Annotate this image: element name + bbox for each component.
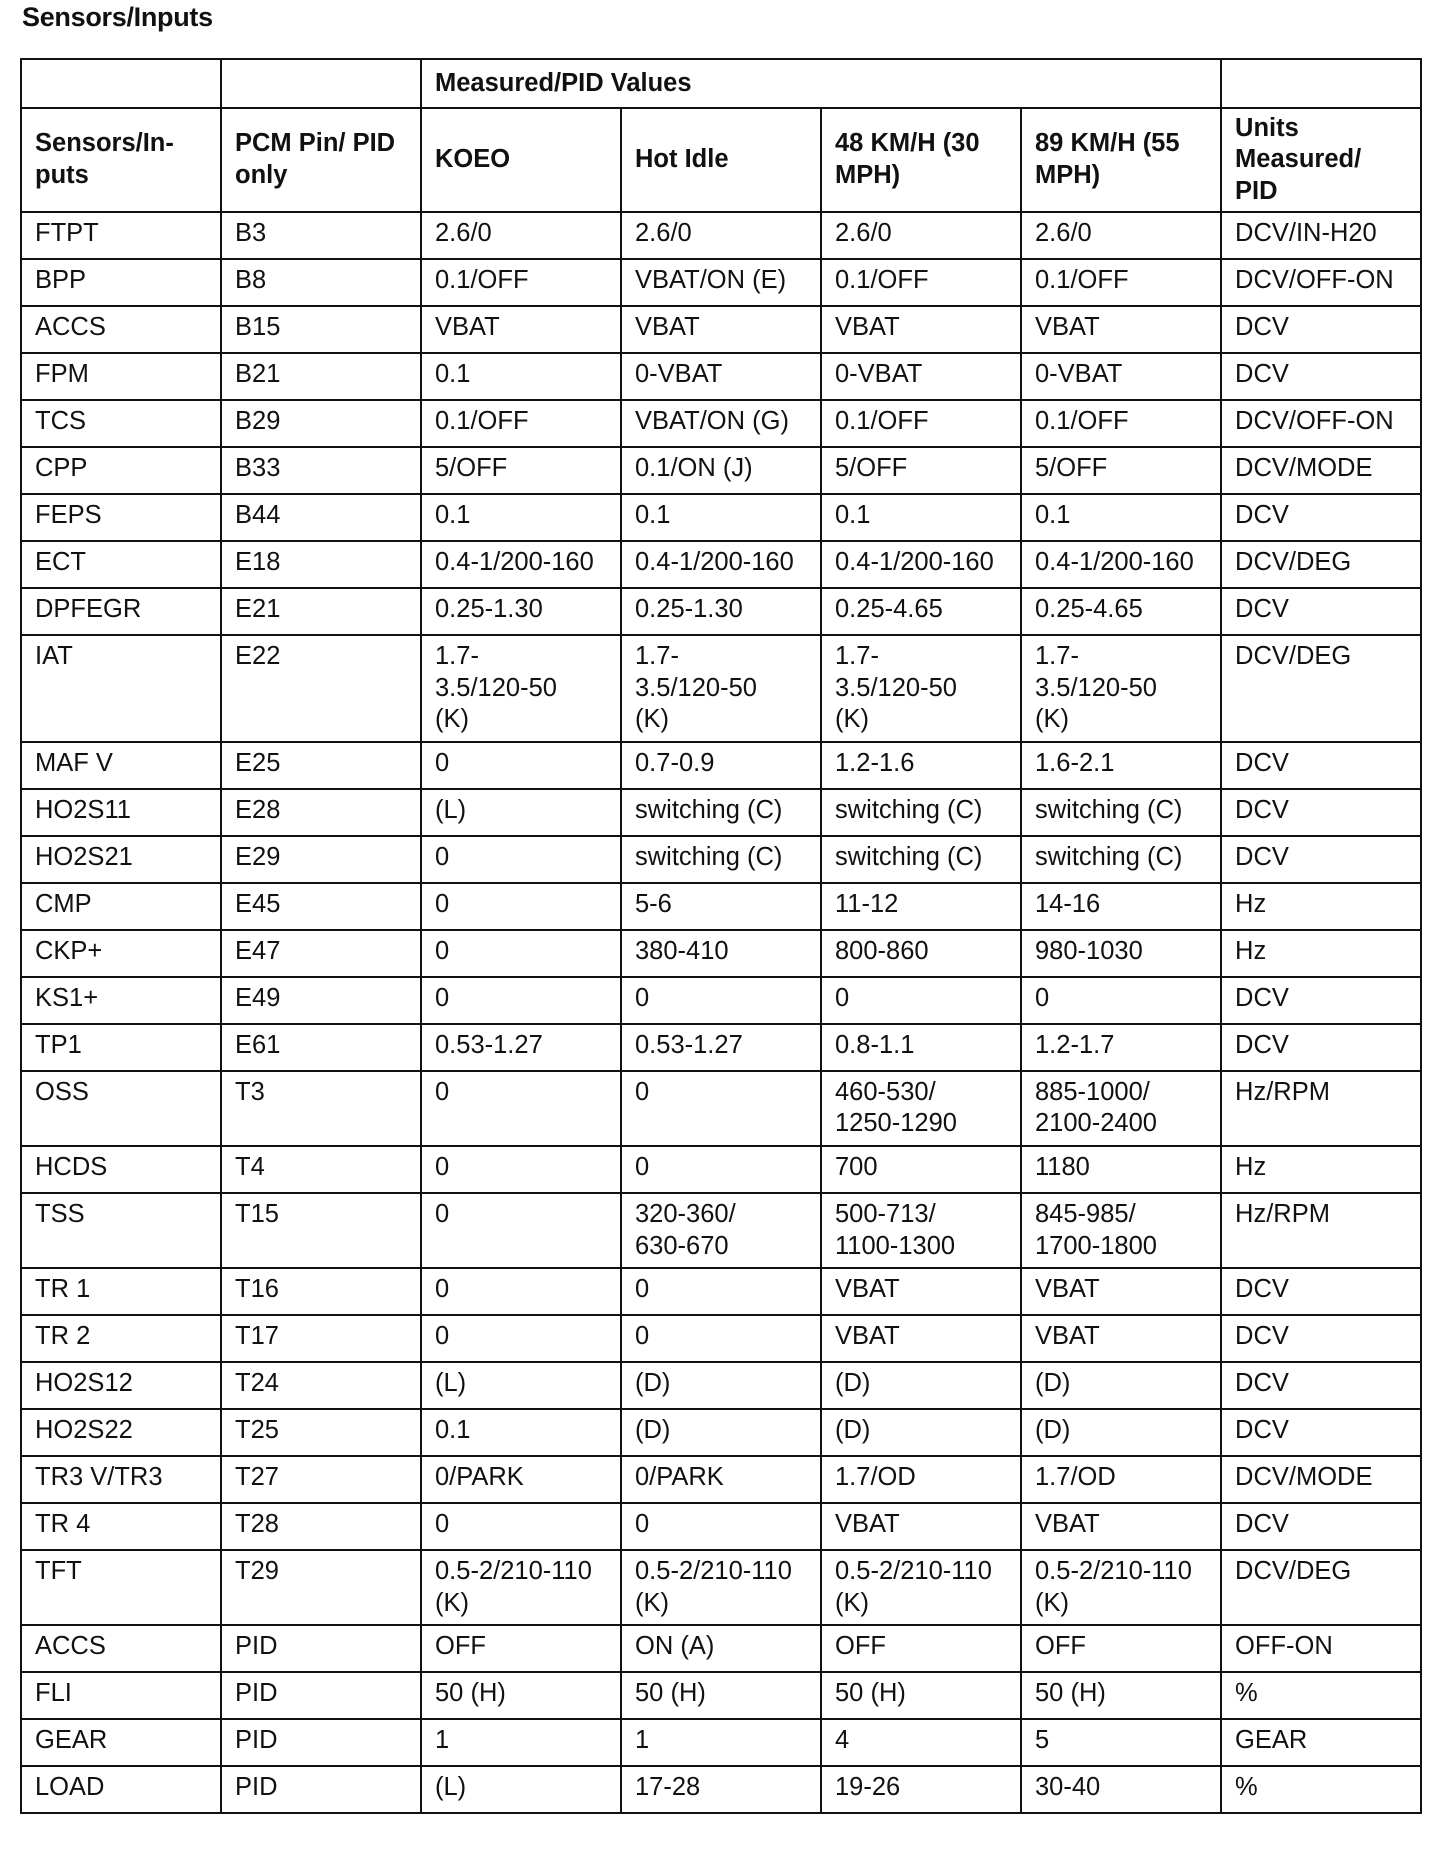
cell-hot-idle: (D) bbox=[621, 1409, 821, 1456]
table-row bbox=[21, 212, 1421, 259]
cell-koeo: 0 bbox=[421, 977, 621, 1024]
cell-hot-idle: 1 bbox=[621, 1719, 821, 1766]
cell-sensor: ACCS bbox=[21, 1625, 221, 1672]
cell-hot-idle: 1.7- 3.5/120-50 (K) bbox=[621, 635, 821, 742]
table-row bbox=[21, 836, 1421, 883]
cell-hot-idle: ON (A) bbox=[621, 1625, 821, 1672]
cell-speed-48kmh: 800-860 bbox=[821, 930, 1021, 977]
cell-sensor: TR3 V/TR3 bbox=[21, 1456, 221, 1503]
cell-speed-89kmh: 5 bbox=[1021, 1719, 1221, 1766]
table-row bbox=[21, 1268, 1421, 1315]
cell-hot-idle: 17-28 bbox=[621, 1766, 821, 1813]
cell-speed-89kmh: switching (C) bbox=[1021, 836, 1221, 883]
table-row bbox=[21, 977, 1421, 1024]
table-row bbox=[21, 353, 1421, 400]
cell-sensor: HO2S12 bbox=[21, 1362, 221, 1409]
cell-hot-idle: 0.25-1.30 bbox=[621, 588, 821, 635]
cell-speed-48kmh: 5/OFF bbox=[821, 447, 1021, 494]
cell-speed-89kmh: 5/OFF bbox=[1021, 447, 1221, 494]
cell-pcm-pin: E21 bbox=[221, 588, 421, 635]
cell-speed-48kmh: VBAT bbox=[821, 1268, 1021, 1315]
cell-sensor: FEPS bbox=[21, 494, 221, 541]
column-header-pcm-pin: PCM Pin/ PID only bbox=[221, 108, 421, 212]
cell-speed-48kmh: 0.8-1.1 bbox=[821, 1024, 1021, 1071]
cell-hot-idle: 50 (H) bbox=[621, 1672, 821, 1719]
cell-speed-48kmh: 1.2-1.6 bbox=[821, 742, 1021, 789]
cell-pcm-pin: B29 bbox=[221, 400, 421, 447]
table-row bbox=[21, 742, 1421, 789]
column-header-units: Units Measured/ PID bbox=[1221, 108, 1421, 212]
cell-hot-idle: 0-VBAT bbox=[621, 353, 821, 400]
cell-koeo: 0 bbox=[421, 742, 621, 789]
cell-speed-48kmh: 50 (H) bbox=[821, 1672, 1021, 1719]
cell-speed-89kmh: 0.5-2/210-110 (K) bbox=[1021, 1550, 1221, 1625]
cell-pcm-pin: T17 bbox=[221, 1315, 421, 1362]
cell-pcm-pin: T15 bbox=[221, 1193, 421, 1268]
cell-pcm-pin: T29 bbox=[221, 1550, 421, 1625]
cell-units: OFF-ON bbox=[1221, 1625, 1421, 1672]
cell-units: DCV bbox=[1221, 1409, 1421, 1456]
cell-koeo: OFF bbox=[421, 1625, 621, 1672]
cell-units: % bbox=[1221, 1766, 1421, 1813]
empty-header-cell bbox=[21, 59, 221, 108]
cell-speed-48kmh: 0.1 bbox=[821, 494, 1021, 541]
cell-sensor: TP1 bbox=[21, 1024, 221, 1071]
cell-pcm-pin: E22 bbox=[221, 635, 421, 742]
cell-hot-idle: 320-360/ 630-670 bbox=[621, 1193, 821, 1268]
cell-speed-89kmh: (D) bbox=[1021, 1409, 1221, 1456]
cell-speed-48kmh: 19-26 bbox=[821, 1766, 1021, 1813]
table-row bbox=[21, 541, 1421, 588]
cell-pcm-pin: E47 bbox=[221, 930, 421, 977]
empty-header-cell bbox=[1221, 59, 1421, 108]
cell-hot-idle: 0 bbox=[621, 1268, 821, 1315]
cell-koeo: 5/OFF bbox=[421, 447, 621, 494]
cell-koeo: 0 bbox=[421, 1146, 621, 1193]
cell-sensor: CKP+ bbox=[21, 930, 221, 977]
cell-hot-idle: 0/PARK bbox=[621, 1456, 821, 1503]
cell-koeo: 0.1 bbox=[421, 494, 621, 541]
cell-hot-idle: 380-410 bbox=[621, 930, 821, 977]
cell-pcm-pin: T25 bbox=[221, 1409, 421, 1456]
cell-koeo: 0/PARK bbox=[421, 1456, 621, 1503]
cell-units: DCV/DEG bbox=[1221, 1550, 1421, 1625]
table-row bbox=[21, 306, 1421, 353]
cell-sensor: ECT bbox=[21, 541, 221, 588]
cell-speed-48kmh: (D) bbox=[821, 1362, 1021, 1409]
table-row bbox=[21, 1409, 1421, 1456]
table-row bbox=[21, 400, 1421, 447]
table-row bbox=[21, 1146, 1421, 1193]
cell-sensor: TR 4 bbox=[21, 1503, 221, 1550]
cell-pcm-pin: E18 bbox=[221, 541, 421, 588]
cell-speed-89kmh: 50 (H) bbox=[1021, 1672, 1221, 1719]
cell-units: DCV/MODE bbox=[1221, 447, 1421, 494]
cell-units: DCV/IN-H20 bbox=[1221, 212, 1421, 259]
cell-hot-idle: 0.53-1.27 bbox=[621, 1024, 821, 1071]
cell-koeo: (L) bbox=[421, 1766, 621, 1813]
cell-speed-48kmh: 500-713/ 1100-1300 bbox=[821, 1193, 1021, 1268]
cell-hot-idle: 0 bbox=[621, 1503, 821, 1550]
cell-koeo: 0.1 bbox=[421, 353, 621, 400]
column-header-sensor: Sensors/In- puts bbox=[21, 108, 221, 212]
cell-pcm-pin: E61 bbox=[221, 1024, 421, 1071]
cell-sensor: ACCS bbox=[21, 306, 221, 353]
cell-speed-48kmh: 0-VBAT bbox=[821, 353, 1021, 400]
cell-pcm-pin: PID bbox=[221, 1766, 421, 1813]
table-row bbox=[21, 1362, 1421, 1409]
table-row bbox=[21, 1456, 1421, 1503]
cell-hot-idle: VBAT/ON (G) bbox=[621, 400, 821, 447]
table-row bbox=[21, 588, 1421, 635]
cell-units: Hz bbox=[1221, 883, 1421, 930]
cell-pcm-pin: B3 bbox=[221, 212, 421, 259]
cell-pcm-pin: B8 bbox=[221, 259, 421, 306]
table-row bbox=[21, 1625, 1421, 1672]
cell-speed-48kmh: switching (C) bbox=[821, 789, 1021, 836]
cell-speed-48kmh: 2.6/0 bbox=[821, 212, 1021, 259]
cell-units: Hz/RPM bbox=[1221, 1071, 1421, 1146]
cell-speed-89kmh: 0.1/OFF bbox=[1021, 400, 1221, 447]
cell-pcm-pin: T24 bbox=[221, 1362, 421, 1409]
empty-header-cell bbox=[221, 59, 421, 108]
cell-speed-48kmh: 1.7/OD bbox=[821, 1456, 1021, 1503]
cell-speed-89kmh: 0.25-4.65 bbox=[1021, 588, 1221, 635]
cell-pcm-pin: T4 bbox=[221, 1146, 421, 1193]
cell-pcm-pin: T3 bbox=[221, 1071, 421, 1146]
cell-hot-idle: VBAT bbox=[621, 306, 821, 353]
cell-hot-idle: 2.6/0 bbox=[621, 212, 821, 259]
cell-koeo: (L) bbox=[421, 1362, 621, 1409]
cell-sensor: CPP bbox=[21, 447, 221, 494]
cell-koeo: 1 bbox=[421, 1719, 621, 1766]
cell-koeo: 1.7- 3.5/120-50 (K) bbox=[421, 635, 621, 742]
cell-speed-48kmh: 11-12 bbox=[821, 883, 1021, 930]
table-row bbox=[21, 447, 1421, 494]
cell-koeo: 0.25-1.30 bbox=[421, 588, 621, 635]
cell-speed-89kmh: 980-1030 bbox=[1021, 930, 1221, 977]
table-row bbox=[21, 1024, 1421, 1071]
cell-units: Hz bbox=[1221, 930, 1421, 977]
cell-sensor: BPP bbox=[21, 259, 221, 306]
column-header-speed-48kmh: 48 KM/H (30 MPH) bbox=[821, 108, 1021, 212]
cell-pcm-pin: E29 bbox=[221, 836, 421, 883]
cell-hot-idle: 0 bbox=[621, 1315, 821, 1362]
page-title: Sensors/Inputs bbox=[22, 2, 213, 32]
cell-speed-48kmh: 700 bbox=[821, 1146, 1021, 1193]
cell-speed-89kmh: 1.7/OD bbox=[1021, 1456, 1221, 1503]
cell-speed-48kmh: VBAT bbox=[821, 306, 1021, 353]
cell-koeo: 0 bbox=[421, 1071, 621, 1146]
cell-speed-89kmh: 0.4-1/200-160 bbox=[1021, 541, 1221, 588]
cell-pcm-pin: B33 bbox=[221, 447, 421, 494]
cell-hot-idle: 0.5-2/210-110 (K) bbox=[621, 1550, 821, 1625]
cell-hot-idle: 0.4-1/200-160 bbox=[621, 541, 821, 588]
table-row bbox=[21, 259, 1421, 306]
cell-units: DCV/OFF-ON bbox=[1221, 400, 1421, 447]
cell-koeo: 0.1/OFF bbox=[421, 259, 621, 306]
table-row bbox=[21, 1672, 1421, 1719]
cell-sensor: TCS bbox=[21, 400, 221, 447]
cell-sensor: IAT bbox=[21, 635, 221, 742]
cell-speed-48kmh: 0.1/OFF bbox=[821, 400, 1021, 447]
cell-speed-89kmh: VBAT bbox=[1021, 306, 1221, 353]
cell-speed-48kmh: 1.7- 3.5/120-50 (K) bbox=[821, 635, 1021, 742]
cell-units: DCV bbox=[1221, 1503, 1421, 1550]
cell-speed-89kmh: 30-40 bbox=[1021, 1766, 1221, 1813]
cell-pcm-pin: B15 bbox=[221, 306, 421, 353]
cell-speed-89kmh: 0-VBAT bbox=[1021, 353, 1221, 400]
table-row bbox=[21, 1550, 1421, 1625]
cell-sensor: CMP bbox=[21, 883, 221, 930]
cell-sensor: FLI bbox=[21, 1672, 221, 1719]
cell-units: DCV/DEG bbox=[1221, 541, 1421, 588]
cell-hot-idle: switching (C) bbox=[621, 836, 821, 883]
cell-hot-idle: 0.7-0.9 bbox=[621, 742, 821, 789]
cell-speed-89kmh: 1.6-2.1 bbox=[1021, 742, 1221, 789]
cell-koeo: 0.1/OFF bbox=[421, 400, 621, 447]
cell-koeo: 0 bbox=[421, 836, 621, 883]
cell-speed-89kmh: 885-1000/ 2100-2400 bbox=[1021, 1071, 1221, 1146]
cell-sensor: HO2S22 bbox=[21, 1409, 221, 1456]
cell-units: DCV bbox=[1221, 306, 1421, 353]
cell-speed-89kmh: (D) bbox=[1021, 1362, 1221, 1409]
cell-hot-idle: 0 bbox=[621, 1071, 821, 1146]
group-header-row bbox=[21, 59, 1421, 108]
cell-units: DCV bbox=[1221, 588, 1421, 635]
cell-units: DCV/MODE bbox=[1221, 1456, 1421, 1503]
cell-units: GEAR bbox=[1221, 1719, 1421, 1766]
cell-units: DCV bbox=[1221, 1268, 1421, 1315]
cell-sensor: OSS bbox=[21, 1071, 221, 1146]
cell-sensor: FTPT bbox=[21, 212, 221, 259]
table-row bbox=[21, 1071, 1421, 1146]
cell-koeo: (L) bbox=[421, 789, 621, 836]
cell-speed-48kmh: 4 bbox=[821, 1719, 1021, 1766]
cell-units: DCV bbox=[1221, 836, 1421, 883]
cell-koeo: 0 bbox=[421, 1503, 621, 1550]
cell-units: DCV bbox=[1221, 1362, 1421, 1409]
cell-units: DCV bbox=[1221, 1024, 1421, 1071]
cell-speed-89kmh: OFF bbox=[1021, 1625, 1221, 1672]
cell-pcm-pin: E49 bbox=[221, 977, 421, 1024]
cell-koeo: 0 bbox=[421, 1268, 621, 1315]
cell-pcm-pin: E28 bbox=[221, 789, 421, 836]
cell-speed-48kmh: 0.25-4.65 bbox=[821, 588, 1021, 635]
cell-sensor: TSS bbox=[21, 1193, 221, 1268]
cell-units: Hz bbox=[1221, 1146, 1421, 1193]
cell-speed-89kmh: 845-985/ 1700-1800 bbox=[1021, 1193, 1221, 1268]
cell-sensor: HO2S11 bbox=[21, 789, 221, 836]
cell-speed-89kmh: 1.7- 3.5/120-50 (K) bbox=[1021, 635, 1221, 742]
cell-speed-89kmh: 1.2-1.7 bbox=[1021, 1024, 1221, 1071]
cell-hot-idle: 0 bbox=[621, 977, 821, 1024]
cell-pcm-pin: T28 bbox=[221, 1503, 421, 1550]
cell-koeo: 0 bbox=[421, 930, 621, 977]
measured-pid-values-header: Measured/PID Values bbox=[421, 59, 1221, 108]
cell-koeo: VBAT bbox=[421, 306, 621, 353]
cell-units: DCV bbox=[1221, 494, 1421, 541]
cell-speed-48kmh: VBAT bbox=[821, 1315, 1021, 1362]
cell-hot-idle: switching (C) bbox=[621, 789, 821, 836]
cell-units: DCV bbox=[1221, 789, 1421, 836]
cell-hot-idle: 5-6 bbox=[621, 883, 821, 930]
table-row bbox=[21, 930, 1421, 977]
cell-sensor: KS1+ bbox=[21, 977, 221, 1024]
cell-sensor: HO2S21 bbox=[21, 836, 221, 883]
cell-hot-idle: VBAT/ON (E) bbox=[621, 259, 821, 306]
cell-speed-89kmh: 14-16 bbox=[1021, 883, 1221, 930]
cell-speed-48kmh: 0 bbox=[821, 977, 1021, 1024]
cell-units: DCV bbox=[1221, 353, 1421, 400]
cell-pcm-pin: E25 bbox=[221, 742, 421, 789]
cell-koeo: 0.53-1.27 bbox=[421, 1024, 621, 1071]
cell-speed-89kmh: switching (C) bbox=[1021, 789, 1221, 836]
cell-speed-48kmh: 0.4-1/200-160 bbox=[821, 541, 1021, 588]
cell-pcm-pin: PID bbox=[221, 1672, 421, 1719]
cell-units: DCV bbox=[1221, 977, 1421, 1024]
table-row bbox=[21, 789, 1421, 836]
cell-sensor: GEAR bbox=[21, 1719, 221, 1766]
cell-speed-89kmh: 0.1/OFF bbox=[1021, 259, 1221, 306]
table-row bbox=[21, 1503, 1421, 1550]
column-header-row bbox=[21, 108, 1421, 212]
cell-sensor: FPM bbox=[21, 353, 221, 400]
cell-pcm-pin: T27 bbox=[221, 1456, 421, 1503]
table-body bbox=[21, 212, 1421, 1813]
column-header-hot-idle: Hot Idle bbox=[621, 108, 821, 212]
cell-pcm-pin: B21 bbox=[221, 353, 421, 400]
table-row bbox=[21, 883, 1421, 930]
cell-speed-48kmh: 0.1/OFF bbox=[821, 259, 1021, 306]
cell-units: DCV bbox=[1221, 742, 1421, 789]
cell-speed-89kmh: 1180 bbox=[1021, 1146, 1221, 1193]
cell-sensor: TR 1 bbox=[21, 1268, 221, 1315]
cell-pcm-pin: PID bbox=[221, 1625, 421, 1672]
cell-units: DCV/DEG bbox=[1221, 635, 1421, 742]
cell-speed-48kmh: switching (C) bbox=[821, 836, 1021, 883]
table-row bbox=[21, 635, 1421, 742]
cell-units: % bbox=[1221, 1672, 1421, 1719]
cell-sensor: MAF V bbox=[21, 742, 221, 789]
cell-speed-89kmh: 2.6/0 bbox=[1021, 212, 1221, 259]
cell-units: DCV bbox=[1221, 1315, 1421, 1362]
cell-speed-89kmh: VBAT bbox=[1021, 1503, 1221, 1550]
cell-hot-idle: 0 bbox=[621, 1146, 821, 1193]
table-row bbox=[21, 1193, 1421, 1268]
cell-sensor: LOAD bbox=[21, 1766, 221, 1813]
cell-speed-89kmh: 0 bbox=[1021, 977, 1221, 1024]
cell-koeo: 0 bbox=[421, 883, 621, 930]
cell-units: Hz/RPM bbox=[1221, 1193, 1421, 1268]
cell-units: DCV/OFF-ON bbox=[1221, 259, 1421, 306]
cell-speed-89kmh: 0.1 bbox=[1021, 494, 1221, 541]
column-header-speed-89kmh: 89 KM/H (55 MPH) bbox=[1021, 108, 1221, 212]
cell-sensor: TR 2 bbox=[21, 1315, 221, 1362]
cell-speed-89kmh: VBAT bbox=[1021, 1315, 1221, 1362]
cell-koeo: 50 (H) bbox=[421, 1672, 621, 1719]
cell-pcm-pin: PID bbox=[221, 1719, 421, 1766]
cell-speed-48kmh: 0.5-2/210-110 (K) bbox=[821, 1550, 1021, 1625]
cell-sensor: HCDS bbox=[21, 1146, 221, 1193]
cell-hot-idle: 0.1 bbox=[621, 494, 821, 541]
cell-hot-idle: (D) bbox=[621, 1362, 821, 1409]
cell-speed-48kmh: 460-530/ 1250-1290 bbox=[821, 1071, 1021, 1146]
cell-koeo: 0 bbox=[421, 1315, 621, 1362]
cell-pcm-pin: T16 bbox=[221, 1268, 421, 1315]
cell-speed-48kmh: VBAT bbox=[821, 1503, 1021, 1550]
cell-sensor: DPFEGR bbox=[21, 588, 221, 635]
cell-hot-idle: 0.1/ON (J) bbox=[621, 447, 821, 494]
cell-sensor: TFT bbox=[21, 1550, 221, 1625]
table-row bbox=[21, 1315, 1421, 1362]
table-row bbox=[21, 1766, 1421, 1813]
cell-speed-48kmh: (D) bbox=[821, 1409, 1021, 1456]
column-header-koeo: KOEO bbox=[421, 108, 621, 212]
cell-koeo: 0.4-1/200-160 bbox=[421, 541, 621, 588]
table-row bbox=[21, 1719, 1421, 1766]
cell-koeo: 0.5-2/210-110 (K) bbox=[421, 1550, 621, 1625]
sensors-inputs-table bbox=[20, 58, 1422, 1814]
cell-pcm-pin: B44 bbox=[221, 494, 421, 541]
cell-koeo: 0.1 bbox=[421, 1409, 621, 1456]
cell-speed-48kmh: OFF bbox=[821, 1625, 1021, 1672]
cell-koeo: 0 bbox=[421, 1193, 621, 1268]
cell-koeo: 2.6/0 bbox=[421, 212, 621, 259]
table-row bbox=[21, 494, 1421, 541]
cell-speed-89kmh: VBAT bbox=[1021, 1268, 1221, 1315]
cell-pcm-pin: E45 bbox=[221, 883, 421, 930]
